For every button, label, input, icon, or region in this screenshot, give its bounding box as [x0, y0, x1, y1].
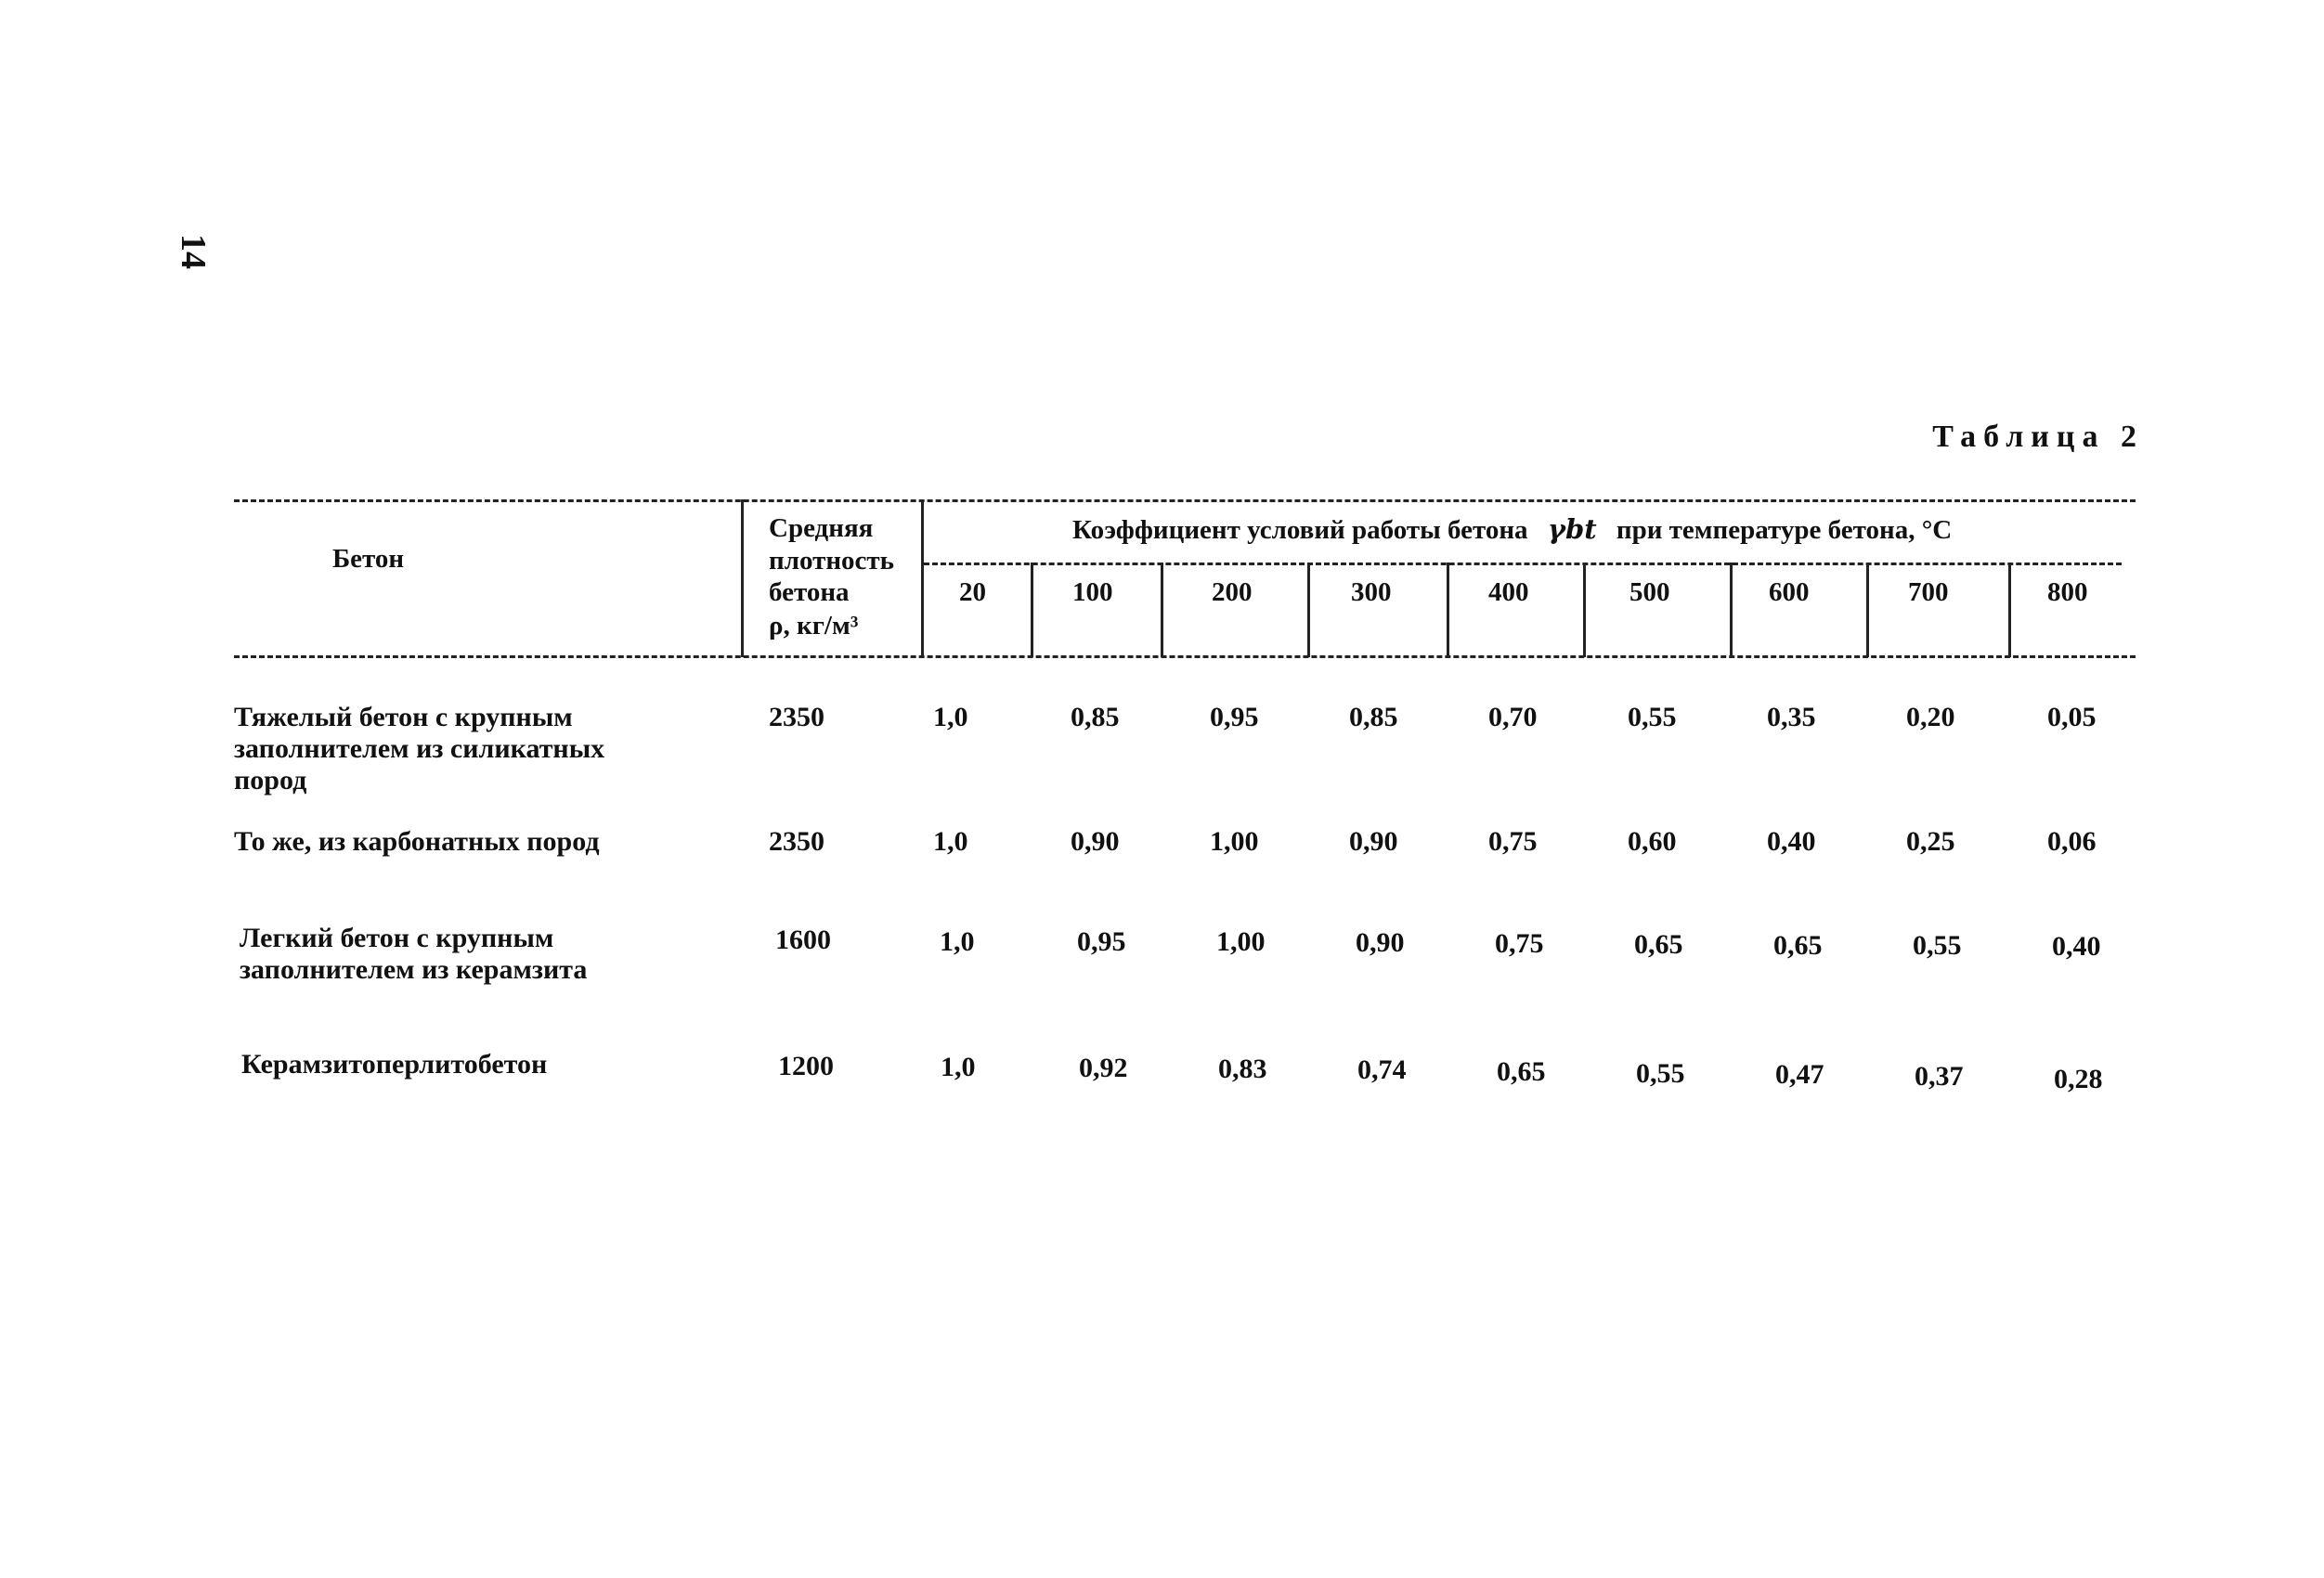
row-value: 0,83	[1218, 1054, 1267, 1084]
row-value: 0,75	[1495, 928, 1544, 959]
row-value: 0,40	[2052, 931, 2101, 962]
row-value: 0,25	[1906, 826, 1955, 857]
temp-100: 100	[1072, 577, 1113, 607]
coef-symbol: γbt	[1547, 513, 1597, 545]
table-top-rule	[234, 499, 2136, 502]
row-value: 0,90	[1356, 927, 1405, 958]
row-density: 1200	[778, 1051, 834, 1081]
row-value: 1,0	[941, 1052, 976, 1082]
row-value: 0,06	[2047, 826, 2097, 857]
row-value: 0,75	[1488, 826, 1538, 857]
row-value: 0,65	[1773, 930, 1823, 961]
row-label: Тяжелый бетон с крупным заполнителем из силикатных пород	[234, 702, 605, 795]
row-value: 0,95	[1210, 702, 1259, 732]
header-density-line4: ρ, кг/м³	[769, 611, 859, 640]
col-divider	[1866, 563, 1869, 657]
page-number: 14	[174, 234, 213, 269]
temp-600: 600	[1769, 577, 1810, 607]
temp-20: 20	[959, 577, 986, 607]
row-value: 0,95	[1077, 926, 1126, 957]
row-label: То же, из карбонатных пород	[234, 826, 600, 857]
header-coefficient	[1072, 513, 1952, 546]
col-divider	[741, 499, 744, 657]
temp-700: 700	[1908, 577, 1949, 607]
row-density: 2350	[769, 702, 824, 732]
row-value: 0,55	[1913, 930, 1962, 961]
coef-text: Коэффициент условий работы бетона	[1072, 515, 1528, 545]
row-label: Керамзитоперлитобетон	[241, 1049, 548, 1080]
col-divider	[1447, 563, 1449, 657]
col-divider	[1730, 563, 1733, 657]
row-value: 1,0	[933, 702, 968, 732]
temp-header-rule	[924, 563, 2122, 565]
row-value: 0,05	[2047, 702, 2097, 732]
header-concrete: Бетон	[332, 544, 405, 574]
table-header-bottom-rule	[234, 655, 2136, 658]
row-density: 1600	[775, 925, 831, 955]
row-value: 0,55	[1636, 1058, 1685, 1089]
col-divider	[1031, 563, 1033, 657]
row-value: 0,40	[1767, 826, 1816, 857]
row-value: 1,00	[1210, 826, 1259, 857]
header-density-line2: плотность	[769, 546, 895, 576]
col-divider	[1307, 563, 1310, 657]
temp-200: 200	[1212, 577, 1253, 607]
coef-suffix: при температуре бетона, °С	[1616, 515, 1953, 545]
row-value: 0,85	[1349, 702, 1398, 732]
temp-300: 300	[1351, 577, 1392, 607]
row-value: 1,0	[940, 926, 975, 957]
row-value: 0,74	[1357, 1054, 1407, 1085]
row-value: 1,0	[933, 826, 968, 857]
row-value: 0,65	[1634, 929, 1683, 960]
row-value: 0,20	[1906, 702, 1955, 732]
row-value: 0,35	[1767, 702, 1816, 732]
row-value: 1,00	[1216, 926, 1266, 957]
row-value: 0,70	[1488, 702, 1538, 732]
row-value: 0,92	[1079, 1053, 1128, 1083]
temp-800: 800	[2047, 577, 2088, 607]
row-value: 0,37	[1915, 1061, 1964, 1092]
row-value: 0,55	[1628, 702, 1677, 732]
row-label: Легкий бетон с крупным заполнителем из керамзита	[240, 923, 588, 985]
header-density-line3: бетона	[769, 577, 850, 607]
row-value: 0,47	[1775, 1059, 1824, 1090]
row-density: 2350	[769, 826, 824, 857]
row-value: 0,65	[1497, 1056, 1546, 1087]
row-value: 0,60	[1628, 826, 1677, 857]
col-divider	[1161, 563, 1163, 657]
col-divider	[921, 499, 924, 657]
table-title: Таблица 2	[1932, 420, 2144, 454]
col-divider	[1583, 563, 1586, 657]
row-value: 0,90	[1349, 826, 1398, 857]
row-value: 0,85	[1071, 702, 1120, 732]
temp-500: 500	[1629, 577, 1670, 607]
header-density-line1: Средняя	[769, 513, 874, 543]
row-value: 0,90	[1071, 826, 1120, 857]
col-divider	[2008, 563, 2011, 657]
temp-400: 400	[1488, 577, 1529, 607]
row-value: 0,28	[2054, 1064, 2103, 1094]
